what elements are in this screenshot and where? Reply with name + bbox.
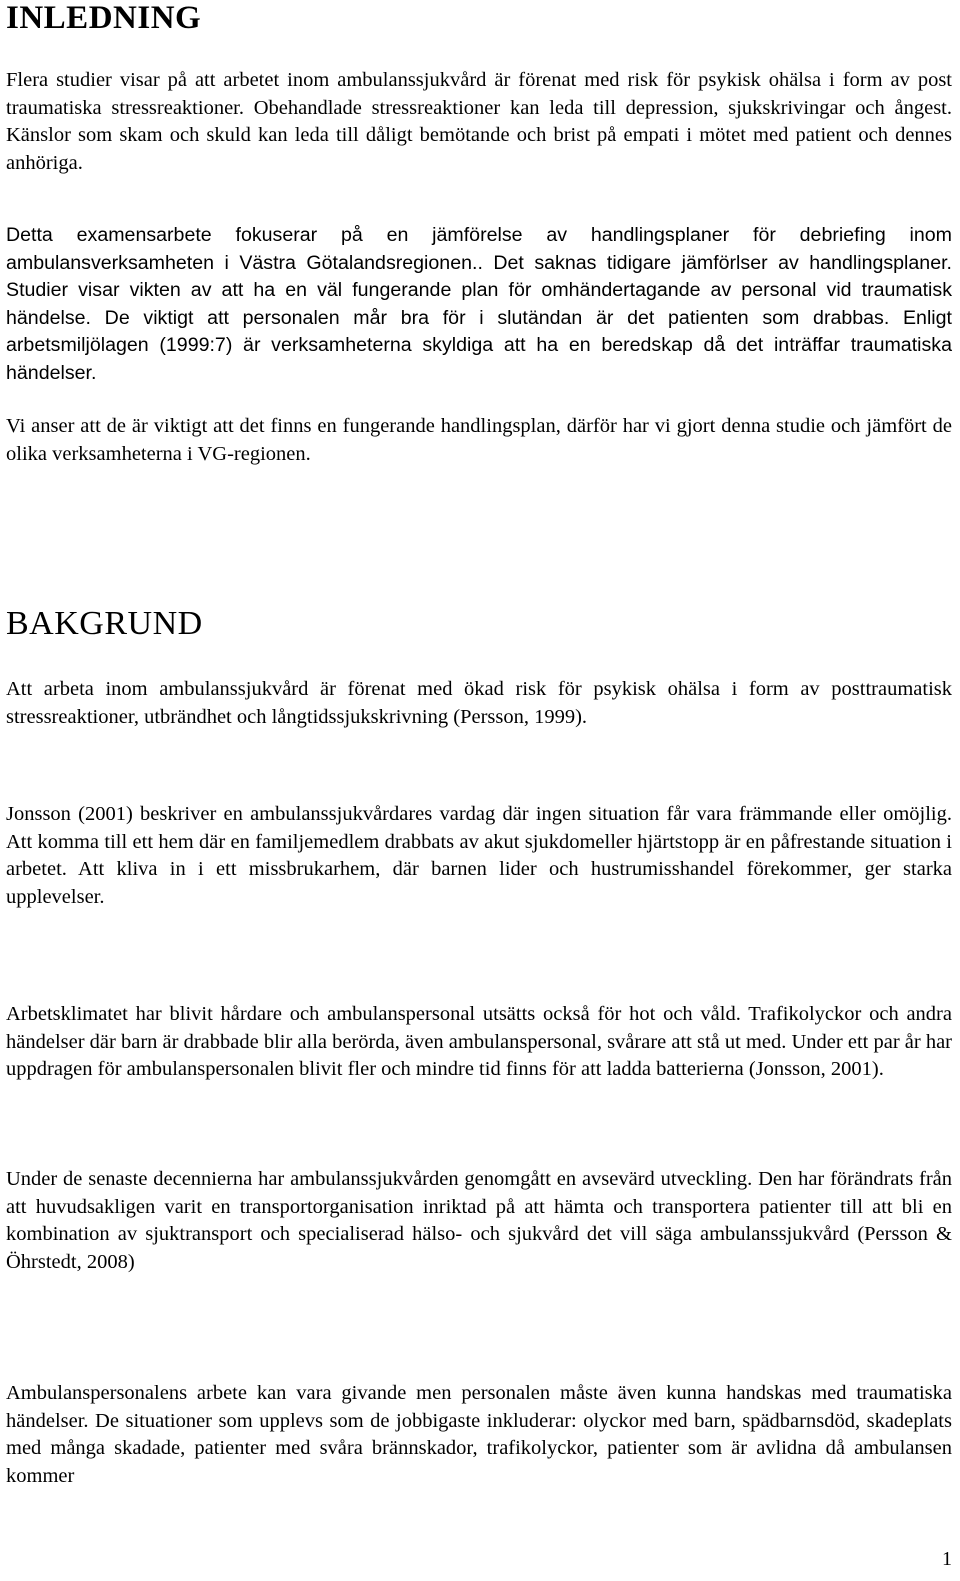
background-paragraph-1: Att arbeta inom ambulanssjukvård är förenat med ökad risk för psykisk ohälsa i form av posttraumatisk stressreaktioner, utbrändhet och långtidssjukskrivning (Persson, 1999). <box>6 678 952 728</box>
intro-paragraph-1: Flera studier visar på att arbetet inom ambulanssjukvård är förenat med risk för psykisk ohälsa i form av post traumatiska stressreaktioner. Obehandlade stressreaktioner kan leda till depression, sjukskrivingar och ångest. Känslor som skam och skuld kan leda till dåligt bemötande och brist på empati i mötet med patient och dennes anhöriga. <box>6 69 952 174</box>
background-paragraph-4: Under de senaste decennierna har ambulanssjukvården genomgått en avsevärd utveckling. Den har förändrats från att huvudsakligen varit en transportorganisation inriktad på att hämta och transportera patienter till att bli en kombination av sjuktransport och specialiserad hälso- och sjukvård det vill säga ambulanssjukvård (Persson & Öhrstedt, 2008) <box>6 1168 952 1273</box>
background-paragraph-5: Ambulanspersonalens arbete kan vara givande men personalen måste även kunna handskas med traumatiska händelser. De situationer som upplevs som de jobbigaste inkluderar: olyckor med barn, spädbarnsdöd, skadeplats med många skadade, patienter med svåra brännskador, trafikolyckor, patienter som är avlidna då ambulansen kommer <box>6 1382 952 1487</box>
intro-paragraph-2: Detta examensarbete fokuserar på en jämförelse av handlingsplaner för debriefing inom ambulansverksamheten i Västra Götalandsregionen.. Det saknas tidigare jämförlser av handlingsplaner. Studier visar vikten av att ha en väl fungerande plan för omhändertagande av personal vid traumatisk händelse. De viktigt att personalen mår bra för i slutändan är det patienten som drabbas. Enligt arbetsmiljölagen (1999:7) är verksamheterna skyldiga att ha en beredskap då det inträffar traumatiska händelser. <box>6 224 952 384</box>
intro-paragraph-3: Vi anser att de är viktigt att det finns en fungerande handlingsplan, därför har vi gjort denna studie och jämfört de olika verksamheterna i VG-regionen. <box>6 415 952 465</box>
page-number: 1 <box>942 1548 952 1570</box>
section-heading-background: BAKGRUND <box>6 605 203 642</box>
section-heading-introduction: INLEDNING <box>6 0 202 36</box>
background-paragraph-2: Jonsson (2001) beskriver en ambulanssjukvårdares vardag där ingen situation får vara främmande eller omöjlig. Att komma till ett hem där en familjemedlem drabbats av akut sjukdomeller hjärtstopp är en påfrestande situation i arbetet. Att kliva in i ett missbrukarhem, där barnen lider och hustrumisshandel förekommer, ger starka upplevelser. <box>6 803 952 908</box>
background-paragraph-3: Arbetsklimatet har blivit hårdare och ambulanspersonal utsätts också för hot och våld. Trafikolyckor och andra händelser där barn är drabbade blir alla berörda, även ambulanspersonal, svårare att stå ut med. Under ett par år har uppdragen för ambulanspersonalen blivit fler och mindre tid finns för att ladda batterierna (Jonsson, 2001). <box>6 1003 952 1080</box>
